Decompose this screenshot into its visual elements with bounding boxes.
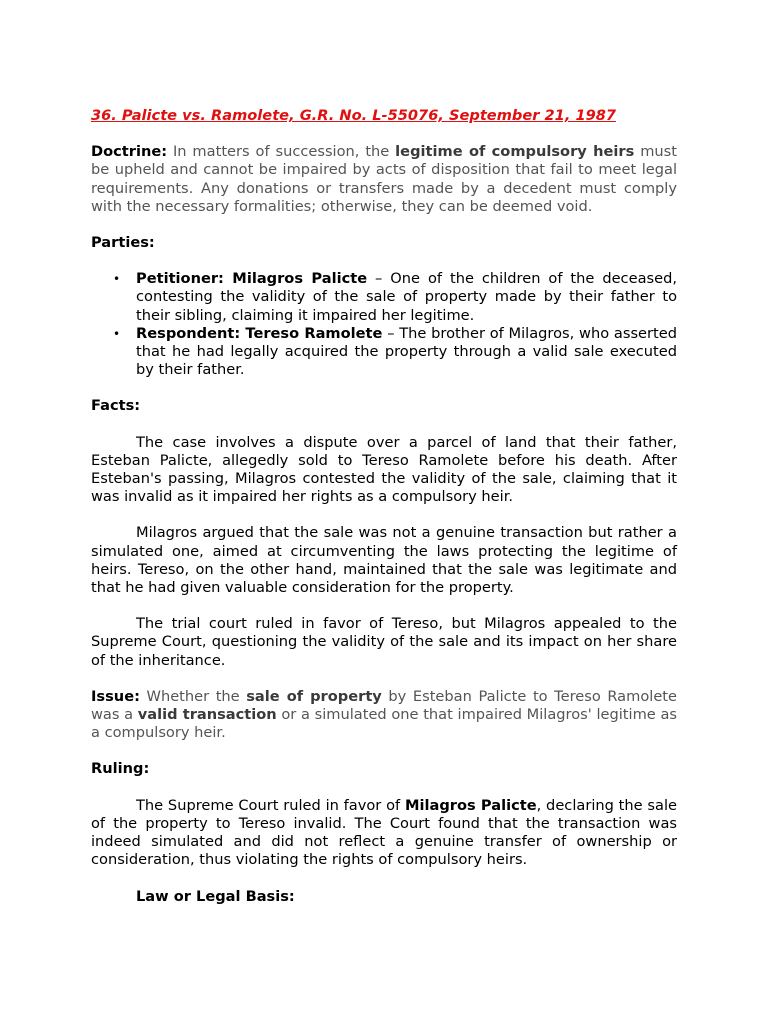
law-basis-heading: Law or Legal Basis: <box>136 887 295 905</box>
list-item <box>91 325 677 380</box>
facts-paragraph-2: Milagros argued that the sale was not a genuine transaction but rather a simulated one, aimed at circumventing the laws protecting the legitime of heirs. Tereso, on the other hand, maintained that the sale was legitimate and that he had given valuable consideration for the property. <box>91 524 677 597</box>
list-item <box>91 270 677 325</box>
facts-paragraph-1: The case involves a dispute over a parcel of land that their father, Esteban Palicte, allegedly sold to Tereso Ramolete before his death. After Esteban's passing, Milagros contested the validity of the sale, claiming that it was invalid as it impaired her rights as a compulsory heir. <box>91 433 677 506</box>
ruling-paragraph <box>91 797 677 870</box>
parties-list <box>91 270 677 379</box>
facts-paragraph-3: The trial court ruled in favor of Tereso, but Milagros appealed to the Supreme Court, questioning the validity of the sale and its impact on her share of the inheritance. <box>91 615 677 669</box>
issue-paragraph <box>91 688 677 743</box>
parties-heading: Parties: <box>91 234 155 252</box>
issue-bold-2: valid transaction <box>137 706 277 724</box>
party-description: – One of the children of the deceased, contesting the validity of the sale of property made by their father to their sibling, claiming it impaired her legitime. <box>136 270 677 324</box>
issue-text-2: by Esteban Palicte to Tereso Ramolete was a <box>91 687 678 724</box>
doctrine-text-1: In matters of succession, the <box>167 143 396 161</box>
party-description: – The brother of Milagros, who asserted that he had legally acquired the property through a valid sale executed by their father. <box>136 324 677 379</box>
issue-bold-1: sale of property <box>246 687 382 705</box>
ruling-text-1: The Supreme Court ruled in favor of <box>136 796 405 814</box>
doctrine-text-2: must be upheld and cannot be impaired by acts of disposition that fail to meet legal requirements. Any donations or transfers made by a decedent must comply with the necessary formalities; otherwise, they can be deemed void. <box>91 143 677 215</box>
issue-label: Issue: <box>91 687 140 705</box>
party-role: Respondent: Tereso Ramolete <box>136 324 383 342</box>
issue-text-1: Whether the <box>139 687 247 705</box>
document-page <box>91 107 677 906</box>
facts-heading: Facts: <box>91 397 141 415</box>
issue-text-3: or a simulated one that impaired Milagros' legitime as a compulsory heir. <box>91 706 677 742</box>
bullet-icon: • <box>113 326 121 341</box>
doctrine-bold-1: legitime of compulsory heirs <box>395 143 635 161</box>
ruling-bold-1: Milagros Palicte <box>404 796 537 814</box>
bullet-icon: • <box>113 272 121 287</box>
doctrine-paragraph <box>91 143 677 216</box>
party-role: Petitioner: Milagros Palicte <box>136 270 368 288</box>
ruling-text-2: , declaring the sale of the property to Tereso invalid. The Court found that the transaction was indeed simulated and did not reflect a genuine transfer of ownership or consideration, thus violating the rights of compulsory heirs. <box>91 796 677 869</box>
ruling-heading: Ruling: <box>91 760 150 778</box>
doctrine-label: Doctrine: <box>91 143 168 161</box>
case-title: 36. Palicte vs. Ramolete, G.R. No. L-55076, September 21, 1987 <box>91 107 617 124</box>
